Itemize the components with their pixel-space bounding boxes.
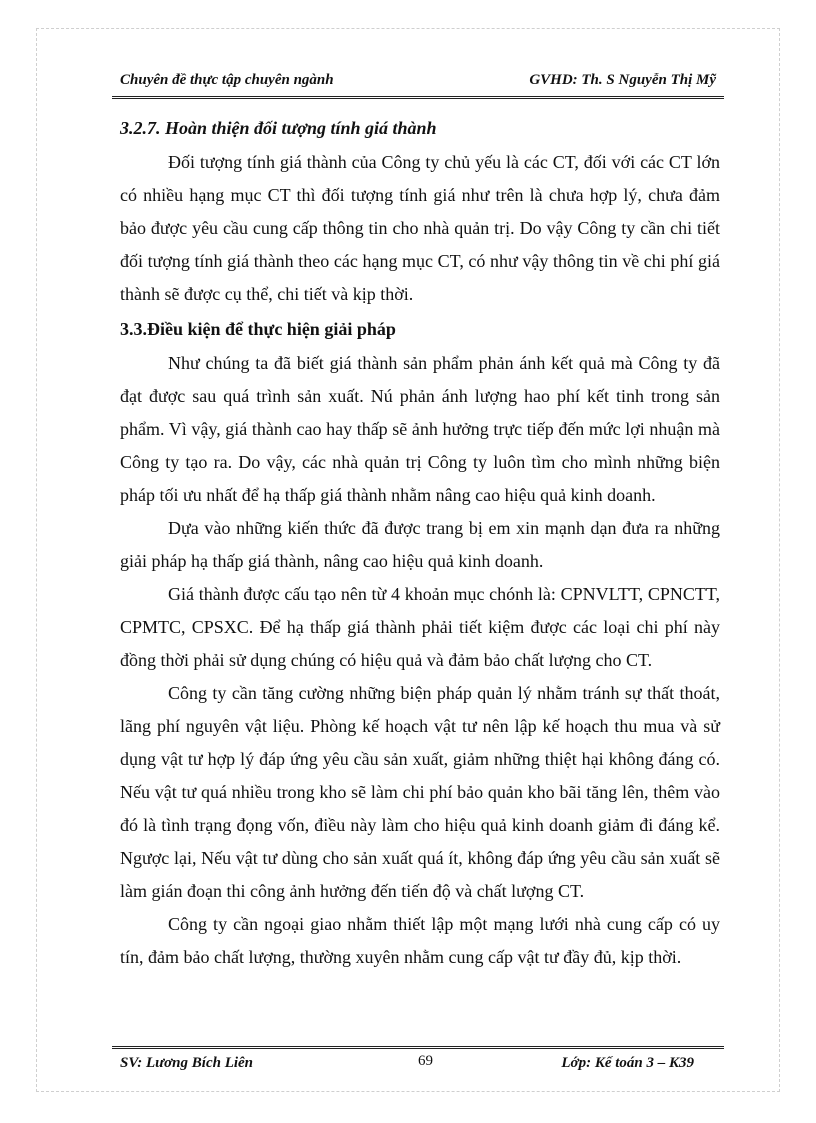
page-number: 69 — [418, 1053, 433, 1069]
paragraph: Như chúng ta đã biết giá thành sản phẩm phản ánh kết quả mà Công ty đã đạt được sau quá trình sản xuất. Nú phản ánh lượng hao phí kết tinh trong sản phẩm. Vì vậy, giá thành cao hay thấp sẽ ảnh hưởng trực tiếp đến mức lợi nhuận mà Công ty tạo ra. Do vậy, các nhà quản trị Công ty luôn tìm cho mình những biện pháp tối ưu nhất để hạ thấp giá thành nhằm nâng cao hiệu quả kinh doanh. — [120, 353, 720, 505]
paragraph: Dựa vào những kiến thức đã được trang bị em xin mạnh dạn đưa ra những giải pháp hạ thấp giá thành, nâng cao hiệu quả kinh doanh. — [120, 518, 720, 571]
footer-student-name: SV: Lương Bích Liên — [120, 1055, 254, 1071]
paragraph: Công ty cần tăng cường những biện pháp quản lý nhằm tránh sự thất thoát, lãng phí nguyên vật liệu. Phòng kế hoạch vật tư nên lập kế hoạch thu mua và sử dụng vật tư hợp lý đáp ứng yêu cầu sản xuất, giảm những thiệt hại không đáng có. Nếu vật tư quá nhiều trong kho sẽ làm chi phí bảo quản kho bãi tăng lên, thêm vào đó là tình trạng đọng vốn, điều này làm cho hiệu quả kinh doanh giảm đi đáng kể. Ngược lại, Nếu vật tư dùng cho sản xuất quá ít, không đáp ứng yêu cầu sản xuất sẽ làm gián đoạn thi công ảnh hưởng đến tiến độ và chất lượng CT. — [120, 683, 720, 901]
header-course-title: Chuyên đề thực tập chuyên ngành — [120, 72, 334, 88]
paragraph: Giá thành được cấu tạo nên từ 4 khoản mục chónh là: CPNVLTT, CPNCTT, CPMTC, CPSXC. Để hạ thấp giá thành phải tiết kiệm được các loại chi phí này đồng thời phải sử dụng chúng có hiệu quả và đảm bảo chất lượng cho CT. — [120, 584, 720, 670]
section-heading-3-3: 3.3.Điều kiện để thực hiện giải pháp — [120, 319, 396, 339]
paragraph: Đối tượng tính giá thành của Công ty chủ yếu là các CT, đối với các CT lớn có nhiều hạng mục CT thì đối tượng tính giá như trên là chưa hợp lý, chưa đảm bảo được yêu cầu cung cấp thông tin cho nhà quản trị. Do vậy Công ty cần chi tiết đối tượng tính giá thành theo các hạng mục CT, có như vậy thông tin về chi phí giá thành sẽ được cụ thể, chi tiết và kịp thời. — [120, 152, 720, 304]
header-supervisor: GVHD: Th. S Nguyễn Thị Mỹ — [529, 72, 716, 88]
section-heading-3-2-7: 3.2.7. Hoàn thiện đối tượng tính giá thành — [120, 118, 437, 138]
document-body — [120, 110, 720, 974]
page-header — [112, 68, 724, 99]
page-footer — [112, 1046, 724, 1079]
paragraph: Công ty cần ngoại giao nhằm thiết lập một mạng lưới nhà cung cấp có uy tín, đảm bảo chất lượng, thường xuyên nhằm cung cấp vật tư đầy đủ, kịp thời. — [120, 914, 720, 967]
footer-class: Lớp: Kế toán 3 – K39 — [561, 1055, 694, 1071]
